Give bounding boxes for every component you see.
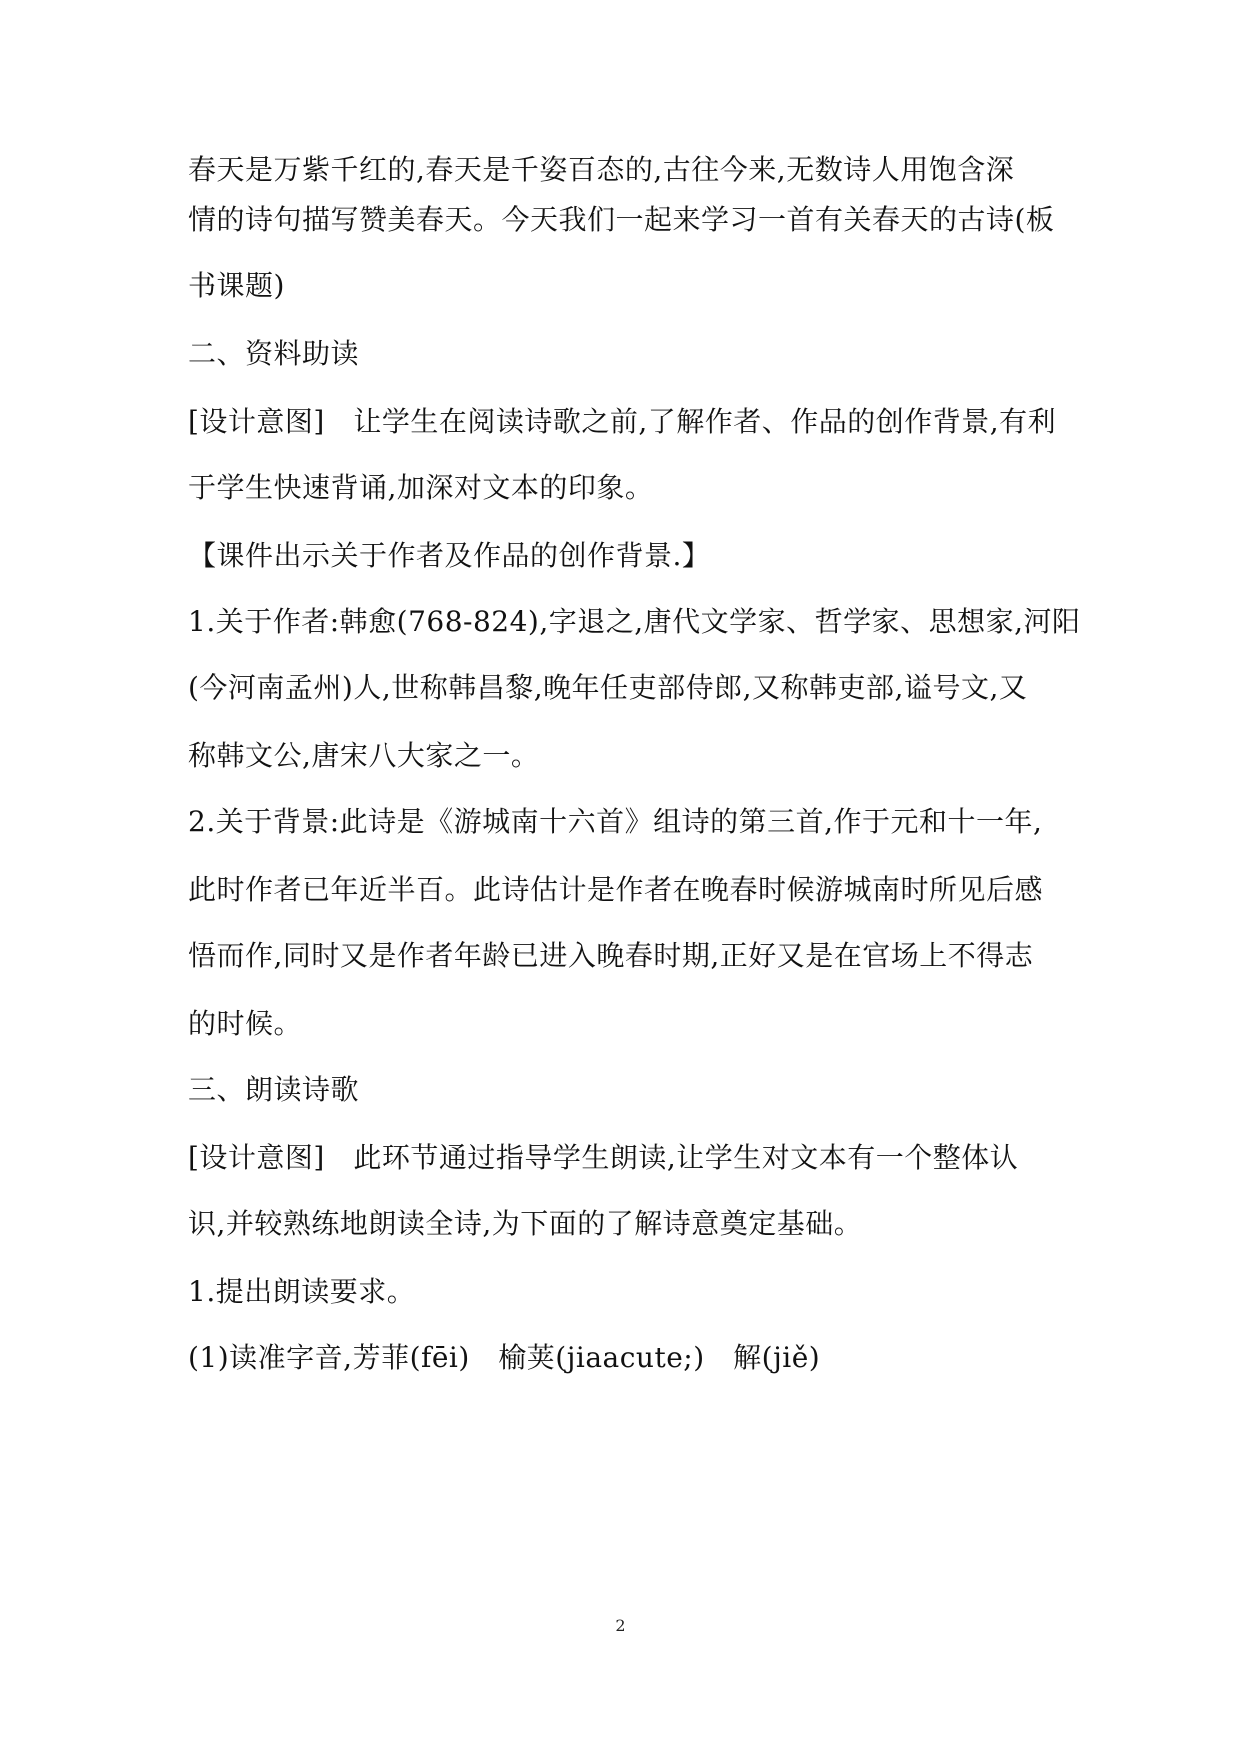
text-line: 此时作者已年近半百。此诗估计是作者在晚春时候游城南时所见后感 xyxy=(188,873,1044,906)
text-line: [设计意图] 此环节通过指导学生朗读,让学生对文本有一个整体认 xyxy=(188,1141,1019,1174)
text-line: 情的诗句描写赞美春天。今天我们一起来学习一首有关春天的古诗(板 xyxy=(188,203,1055,236)
section-heading: 二、资料助读 xyxy=(188,337,360,370)
text-line: 春天是万紫千红的,春天是千姿百态的,古往今来,无数诗人用饱含深 xyxy=(188,153,1015,186)
text-line: 识,并较熟练地朗读全诗,为下面的了解诗意奠定基础。 xyxy=(188,1207,863,1240)
text-line: 【课件出示关于作者及作品的创作背景.】 xyxy=(188,539,711,572)
page-number: 2 xyxy=(615,1616,626,1635)
text-line: 的时候。 xyxy=(188,1007,303,1040)
text-line: 1.提出朗读要求。 xyxy=(188,1275,416,1308)
text-line: (1)读准字音,芳菲(fēi) 榆荚(jiaacute;) 解(jiě) xyxy=(188,1341,821,1374)
text-line: 书课题) xyxy=(188,269,285,302)
text-line: 称韩文公,唐宋八大家之一。 xyxy=(188,739,540,772)
text-line: 于学生快速背诵,加深对文本的印象。 xyxy=(188,471,654,504)
text-line: (今河南孟州)人,世称韩昌黎,晚年任吏部侍郎,又称韩吏部,谥号文,又 xyxy=(188,671,1028,704)
text-line: 1.关于作者:韩愈(768-824),字退之,唐代文学家、哲学家、思想家,河阳 xyxy=(188,605,1081,638)
text-line: 2.关于背景:此诗是《游城南十六首》组诗的第三首,作于元和十一年, xyxy=(188,805,1043,838)
text-line: 悟而作,同时又是作者年龄已进入晚春时期,正好又是在官场上不得志 xyxy=(188,939,1034,972)
text-line: [设计意图] 让学生在阅读诗歌之前,了解作者、作品的创作背景,有利 xyxy=(188,405,1057,438)
section-heading: 三、朗读诗歌 xyxy=(188,1073,360,1106)
